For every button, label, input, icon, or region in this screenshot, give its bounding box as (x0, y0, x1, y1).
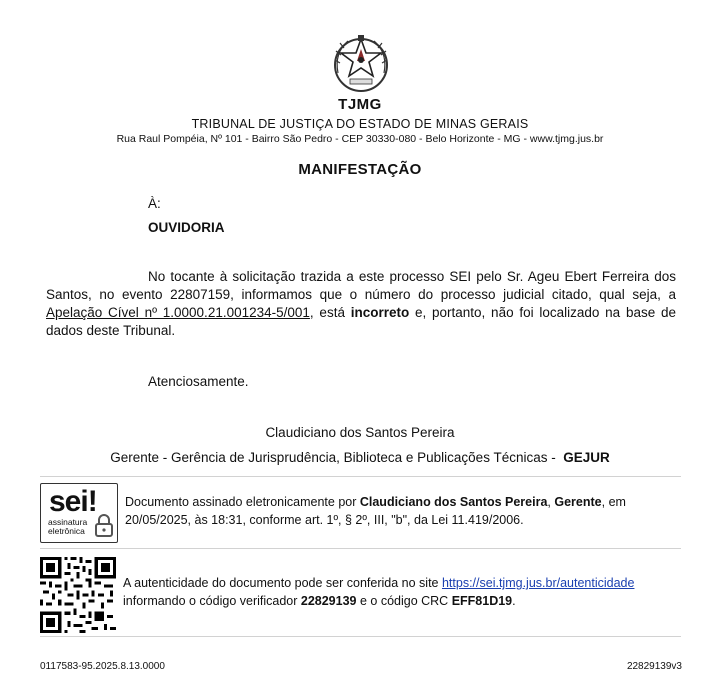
sei-logo-word: sei! (49, 485, 97, 518)
closing: Atenciosamente. (148, 374, 249, 389)
court-name: TRIBUNAL DE JUSTIÇA DO ESTADO DE MINAS GERAIS (191, 117, 529, 131)
signature-statement (125, 493, 685, 529)
body-text-3: e, portanto, não foi localizado na base de dados deste Tribunal. (46, 305, 676, 338)
court-address: Rua Raul Pompéia, Nº 101 - Bairro São Pedro - CEP 30330-080 - Belo Horizonte - MG - www.tjmg.jus.br (116, 133, 604, 145)
signed-text-3: , em 20/05/2025, às 18:31, conforme art. 1º, § 2º, III, "b", da Lei 11.419/2006. (125, 495, 626, 527)
signed-signer: Claudiciano dos Santos Pereira (359, 495, 548, 509)
sei-logo-subtitle (48, 518, 87, 536)
signer-unit: GEJUR (563, 450, 610, 465)
lock-icon (93, 513, 115, 537)
signer-role-text: Gerente - Gerência de Jurisprudência, Biblioteca e Publicações Técnicas - (110, 450, 556, 465)
authenticity-statement (123, 574, 683, 610)
case-reference: Apelação Cível nº 1.0000.21.001234-5/001 (46, 305, 310, 320)
sei-logo-sub1: assinatura (48, 517, 88, 527)
body-emphasis: incorreto (350, 305, 410, 320)
signed-text-1: Documento assinado eletronicamente por (125, 495, 360, 509)
divider (40, 476, 681, 477)
authenticity-link[interactable]: https://sei.tjmg.jus.br/autenticidade (441, 576, 635, 590)
to-label: À: (148, 196, 161, 211)
auth-text-4: . (512, 594, 516, 608)
auth-text-2: informando o código verificador (123, 594, 301, 608)
brand-name: TJMG (338, 96, 382, 113)
auth-text-3: e o código CRC (356, 594, 452, 608)
signer-role (0, 450, 720, 465)
divider (40, 548, 681, 549)
document-version: 22829139v3 (626, 661, 682, 672)
signed-role: Gerente (554, 495, 602, 509)
sei-logo-sub2: eletrônica (48, 526, 85, 536)
document-title: MANIFESTAÇÃO (298, 161, 422, 178)
tjmg-crest-logo (330, 33, 392, 101)
body-text-1: No tocante à solicitação trazida a este processo SEI pelo Sr. Ageu Ebert Ferreira dos Santos, no evento 22807159, informamos que o número do processo judicial citado, qual seja, a (46, 269, 676, 302)
crc-code: EFF81D19 (451, 594, 513, 608)
verifier-code: 22829139 (300, 594, 357, 608)
sei-signature-logo (40, 483, 118, 543)
signed-text-2: , (547, 495, 555, 509)
recipient: OUVIDORIA (148, 220, 225, 235)
body-paragraph (46, 268, 676, 340)
body-text-2: , está (309, 305, 351, 320)
qr-code (40, 557, 116, 633)
divider (40, 636, 681, 637)
process-number: 0117583-95.2025.8.13.0000 (40, 661, 165, 672)
auth-text-1: A autenticidade do documento pode ser conferida no site (123, 576, 442, 590)
signer-name: Claudiciano dos Santos Pereira (265, 425, 455, 440)
